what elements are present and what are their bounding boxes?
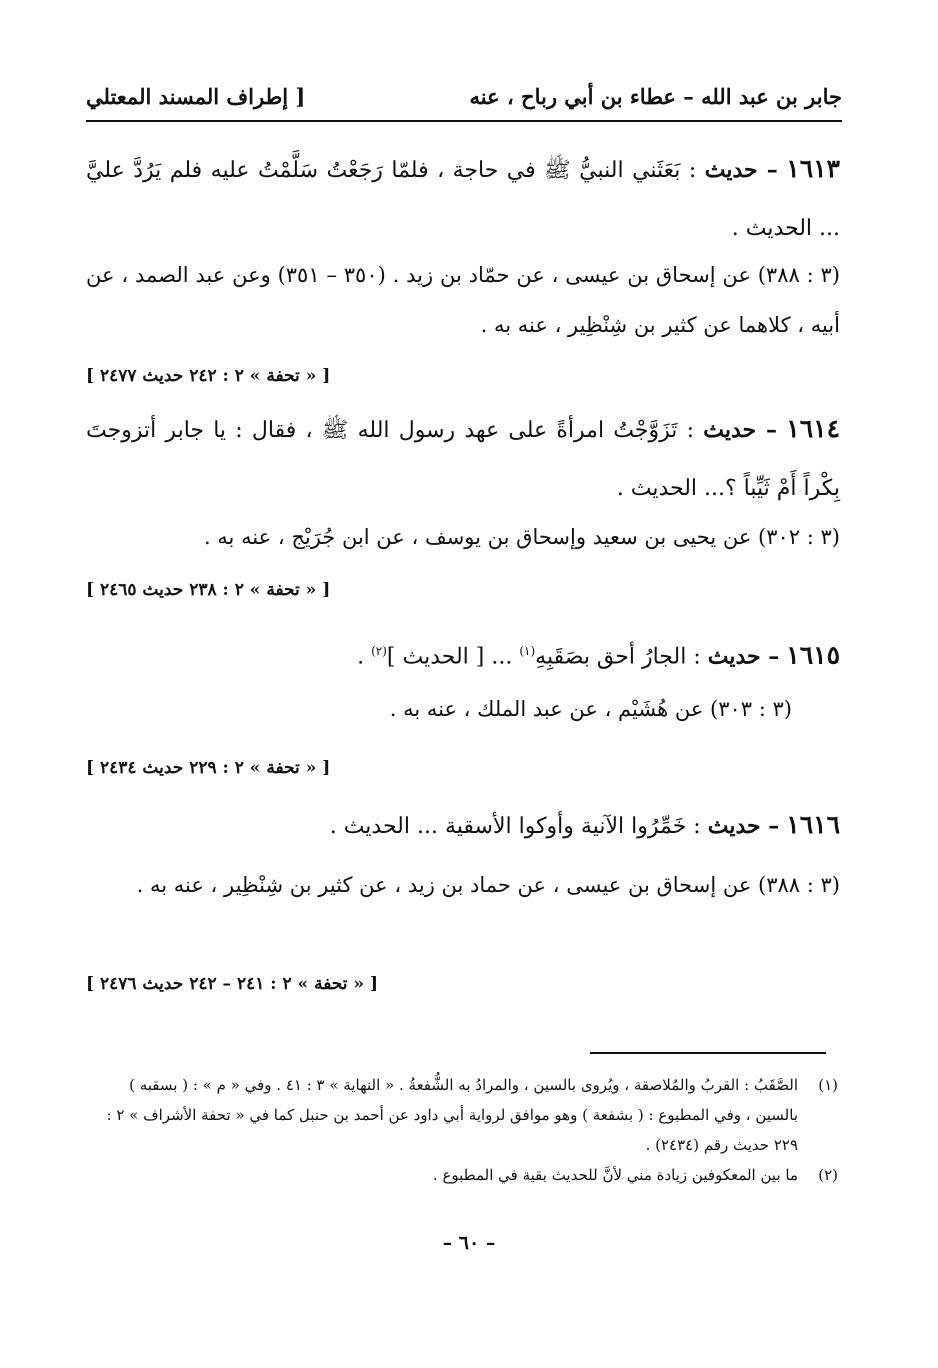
isnad-1613: (٣ : ٣٨٨) عن إسحاق بن عيسى ، عن حمّاد بن زيد . (٣٥٠ – ٣٥١) وعن عبد الصمد ، عن أبيه ، كلاهما عن كثير بن شِنْظِير ، عنه به .	[86, 263, 840, 337]
hadith-keyword: – حديث	[707, 643, 780, 670]
hadith-entry-1616	[86, 796, 840, 856]
hadith-keyword: – حديث	[707, 813, 780, 839]
hadith-keyword: – حديث	[703, 417, 778, 443]
header-book-title: [ إطراف المسند المعتلي	[86, 84, 306, 109]
tuhfa-reference-1616	[86, 970, 840, 998]
hadith-entry-1615	[86, 622, 840, 686]
page-number: – ٦٠ –	[442, 1232, 496, 1254]
hadith-text: : بَعَثَني النبيُّ ﷺ في حاجة ، فلمّا رَجَعْتُ سَلَّمْتُ عليه فلم يَرُدَّ عليَّ ... الحديث .	[86, 158, 840, 241]
footnote-marker-1[interactable]: (١)	[519, 644, 536, 658]
hadith-text-middle: ... [ الحديث ]	[386, 644, 520, 670]
footnote-text: ما بين المعكوفين زيادة مني لأنَّ للحديث بقية في المطبوع .	[432, 1166, 798, 1184]
footnotes	[86, 1070, 838, 1190]
tuhfa-reference-1614	[86, 576, 840, 604]
running-header	[86, 84, 842, 122]
hadith-keyword: – حديث	[704, 157, 778, 183]
hadith-text-end: .	[357, 644, 372, 670]
isnad-1615: (٣ : ٣٠٣) عن هُشَيْم ، عن عبد الملك ، عنه به .	[389, 697, 792, 721]
footnote-text: الصَّقَبُ : القربُ والمُلاصقة ، ويُروى بالسين ، والمرادُ به الشُّفعةُ . « النهاية » ٣ : ٤١ . وفي « م » : ( بسقبه ) بالسين ، وفي المطبوع : ( بشفعة ) وهو موافق لرواية أبي داود عن أحمد بن حنبل كما في « تحفة الأشراف » ٢ : ٢٢٩ حديث رقم (٢٤٣٤) .	[106, 1076, 798, 1154]
footnote-divider	[590, 1052, 826, 1054]
tuhfa-reference-1615	[86, 754, 840, 782]
footnote-marker-2[interactable]: (٢)	[371, 644, 387, 658]
isnad-1614: (٣ : ٣٠٢) عن يحيى بن سعيد وإسحاق بن يوسف ، عن ابن جُرَيْج ، عنه به .	[203, 525, 840, 549]
header-chapter-title: جابر بن عبد الله – عطاء بن أبي رباح ، عنه	[469, 84, 842, 109]
hadith-number: ١٦١٦	[786, 810, 840, 839]
hadith-text: : تَزَوَّجْتُ امرأةً على عهد رسول الله ﷺ ، فقال : يا جابر أتزوجتَ بِكْراً أَمْ ثَيِّباً ؟... الحديث .	[86, 418, 840, 501]
hadith-number: ١٦١٥	[786, 640, 840, 670]
tuhfa-reference-1613	[86, 362, 840, 390]
footnote-number: (١)	[818, 1076, 838, 1094]
hadith-text: : خَمِّرُوا الآنية وأوكوا الأسقية ... الحديث .	[329, 814, 701, 839]
hadith-text: : الجارُ أحق بصَقَبِهِ	[535, 644, 701, 670]
hadith-number: ١٦١٣	[786, 154, 840, 183]
tuhfa-text: [ « تحفة » ٢ : ٢٤٢ حديث ٢٤٧٧ ]	[86, 366, 331, 386]
tuhfa-text: [ « تحفة » ٢ : ٢٣٨ حديث ٢٤٦٥ ]	[86, 580, 331, 600]
footnote-2	[86, 1160, 838, 1190]
isnad-1616: (٣ : ٣٨٨) عن إسحاق بن عيسى ، عن حماد بن زيد ، عن كثير بن شِنْظِير ، عنه به .	[136, 873, 840, 897]
hadith-number: ١٦١٤	[786, 414, 840, 443]
hadith-entry-1613	[86, 140, 840, 258]
footnote-1	[86, 1070, 838, 1160]
hadith-entry-1614	[86, 400, 840, 518]
tuhfa-text: [ « تحفة » ٢ : ٢٤١ – ٢٤٢ حديث ٢٤٧٦ ]	[86, 974, 379, 994]
footnote-number: (٢)	[818, 1166, 838, 1184]
tuhfa-text: [ « تحفة » ٢ : ٢٢٩ حديث ٢٤٣٤ ]	[86, 758, 331, 778]
